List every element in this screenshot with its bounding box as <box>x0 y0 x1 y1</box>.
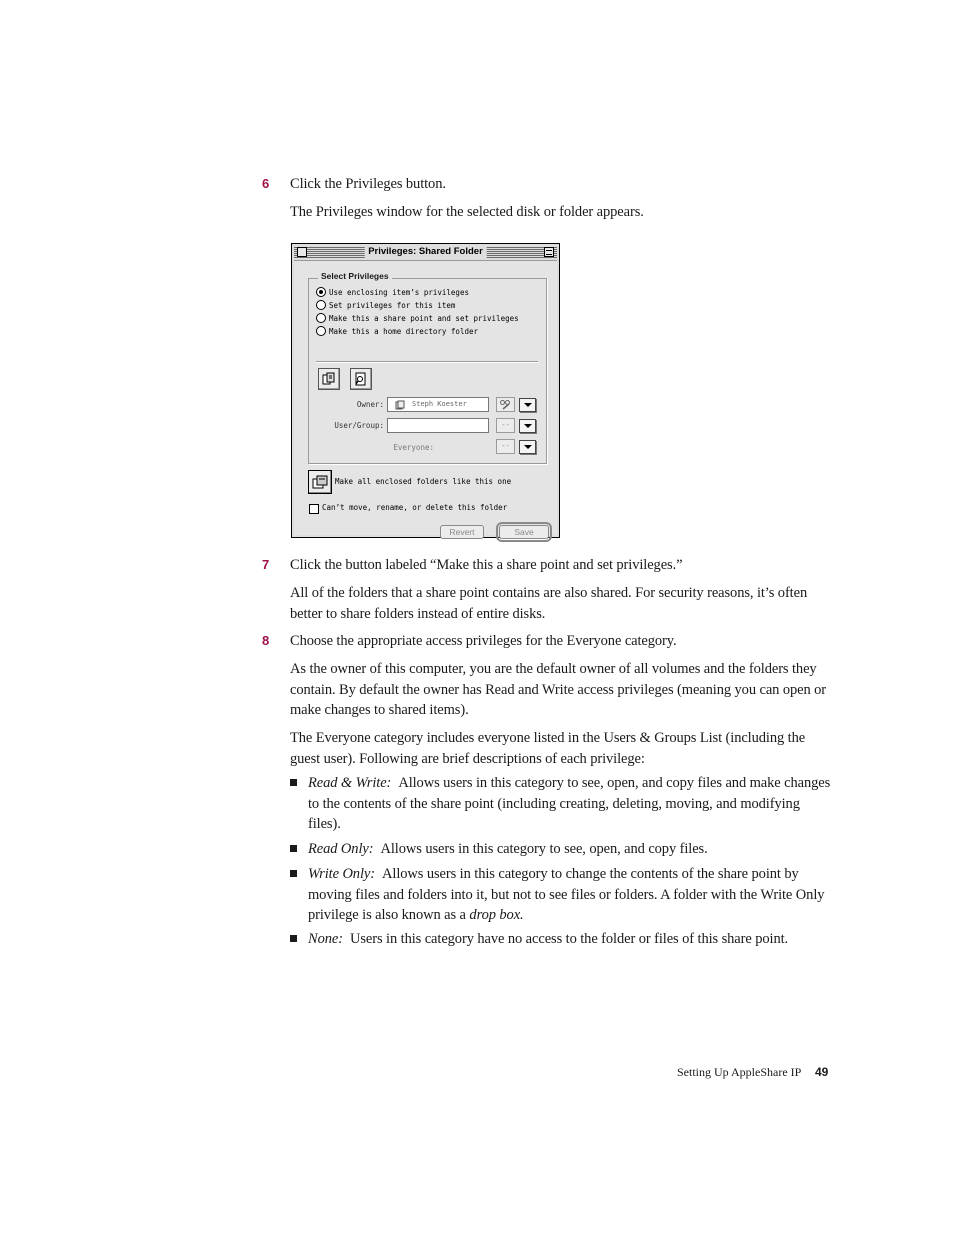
list-item-read-only: Read Only: Allows users in this category to see, open, and copy files. <box>308 841 708 857</box>
step-8-instruction: Choose the appropriate access privileges for the Everyone category. <box>290 633 677 649</box>
browse-users-button[interactable] <box>350 368 372 390</box>
user-group-field[interactable] <box>387 418 489 433</box>
owner-field[interactable]: Steph Koester <box>387 397 489 412</box>
everyone-label: Everyone: <box>393 443 434 452</box>
step-7-paragraph: All of the folders that a share point contains are also shared. For security reasons, it’s often better to share folders instead of entire disks. <box>290 585 808 622</box>
title-bar[interactable] <box>294 246 557 258</box>
privileges-window <box>291 243 560 538</box>
users-groups-button[interactable] <box>318 368 340 390</box>
owner-label: Owner: <box>356 400 384 409</box>
radio-home-directory[interactable]: Make this a home directory folder <box>316 326 478 337</box>
step-number-7: 7 <box>262 557 270 572</box>
radio-selected-icon[interactable] <box>316 287 326 297</box>
owner-privilege-icon[interactable] <box>496 397 515 412</box>
save-button[interactable]: Save <box>499 525 549 539</box>
zoom-box-icon[interactable] <box>544 247 554 257</box>
list-item-write-only: Write Only: Allows users in this category to change the contents of the share point by moving files and folders into it, but not to see files or folders. A folder with the Write Only privilege is also known as a drop box. <box>308 866 825 923</box>
step-8-paragraph-1: As the owner of this computer, you are the default owner of all volumes and the folders they contain. By default the owner has Read and Write access privileges (meaning you can open or make changes to shared items). <box>290 661 827 718</box>
bullet-icon <box>290 845 297 852</box>
owner-popup-arrow-icon[interactable] <box>519 398 536 412</box>
step-number-6: 6 <box>262 176 270 191</box>
everyone-popup-arrow-icon[interactable] <box>519 440 536 454</box>
radio-icon[interactable] <box>316 313 326 323</box>
radio-set-privileges[interactable]: Set privileges for this item <box>316 300 455 311</box>
radio-use-enclosing[interactable]: Use enclosing item’s privileges <box>316 287 469 298</box>
folder-copy-icon <box>312 474 328 490</box>
list-item-read-write: Read & Write: Allows users in this category to see, open, and copy files and make changes to the contents of the share point (including creating, deleting, moving, and modifying files). <box>308 775 831 832</box>
window-content <box>294 260 557 535</box>
user-group-privilege-box[interactable]: -- <box>496 418 515 433</box>
radio-share-point[interactable]: Make this a share point and set privileges <box>316 313 519 324</box>
make-all-enclosed-label: Make all enclosed folders like this one <box>335 477 512 486</box>
step-7-instruction: Click the button labeled “Make this a share point and set privileges.” <box>290 557 683 573</box>
step-8-paragraph-2: The Everyone category includes everyone listed in the Users & Groups List (including the guest user). Following are brief descriptions of each privilege: <box>290 730 806 767</box>
group-label: Select Privileges <box>318 271 392 281</box>
running-footer-title: Setting Up AppleShare IP <box>677 1065 802 1079</box>
user-icon <box>395 400 405 410</box>
step-6-instruction: Click the Privileges button. <box>290 176 446 192</box>
separator <box>316 361 538 362</box>
list-item-none: None: Users in this category have no access to the folder or files of this share point. <box>308 931 789 947</box>
step-6-paragraph: The Privileges window for the selected disk or folder appears. <box>290 204 644 220</box>
cant-move-label: Can’t move, rename, or delete this folder <box>322 503 508 512</box>
bullet-icon <box>290 935 297 942</box>
user-group-popup-arrow-icon[interactable] <box>519 419 536 433</box>
users-groups-icon <box>322 372 336 386</box>
drop-box-term: drop box. <box>469 907 524 923</box>
radio-icon[interactable] <box>316 300 326 310</box>
page-number: 49 <box>815 1065 829 1079</box>
magnifier-document-icon <box>354 372 368 386</box>
bullet-icon <box>290 870 297 877</box>
make-all-enclosed-button[interactable] <box>308 470 332 494</box>
glasses-pencil-icon <box>499 399 512 410</box>
revert-button[interactable]: Revert <box>440 525 484 539</box>
radio-icon[interactable] <box>316 326 326 336</box>
everyone-privilege-box[interactable]: -- <box>496 439 515 454</box>
close-box-icon[interactable] <box>297 247 307 257</box>
cant-move-checkbox[interactable] <box>309 504 319 514</box>
window-title: Privileges: Shared Folder <box>364 245 487 258</box>
user-group-label: User/Group: <box>334 421 384 430</box>
bullet-icon <box>290 779 297 786</box>
step-number-8: 8 <box>262 633 270 648</box>
